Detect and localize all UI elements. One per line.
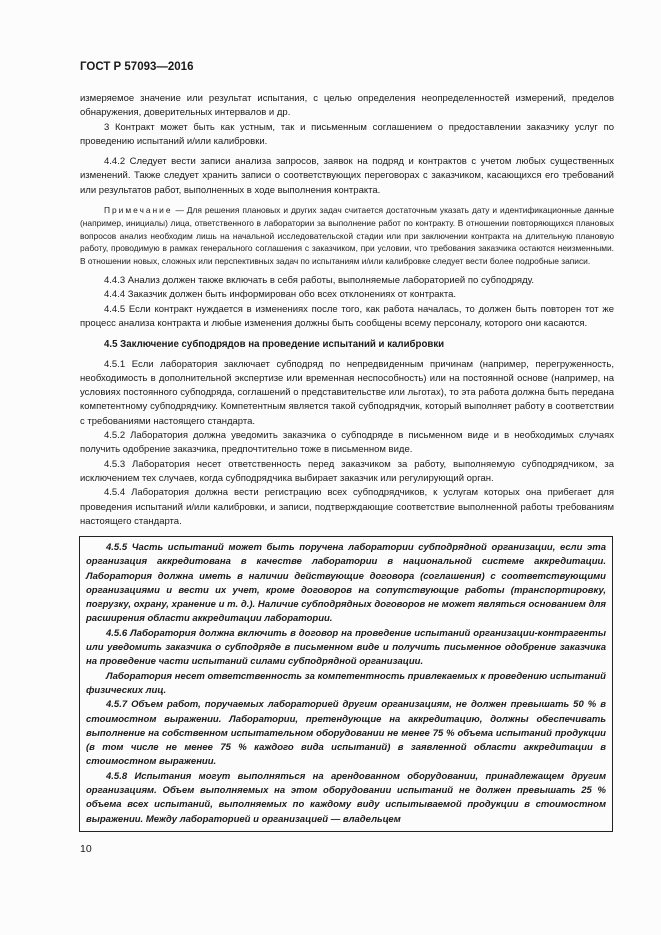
paragraph-4-4-2: 4.4.2 Следует вести записи анализа запросов, заявок на подряд и контрактов с учетом любых существенных изменений. Также следует хранить записи о соответствующих переговорах с заказчиком, касающихся его требований или результатов работ, выполненных в ходе выполнения контракта.	[80, 156, 614, 196]
note-label: Примечание	[104, 205, 173, 216]
paragraph-4-4-4: 4.4.4 Заказчик должен быть информирован обо всех отклонениях от контракта.	[104, 289, 457, 301]
paragraph-4-5-2: 4.5.2 Лаборатория должна уведомить заказчика о субподряде в письменном виде и в необходимых случаях получить одобрение заказчика, предпочтительно тоже в письменном виде.	[80, 430, 614, 456]
paragraph-4-4-5: 4.4.5 Если контракт нуждается в изменениях после того, как работа началась, то должен быть повторен тот же процесс анализа контракта и любые изменения должны быть сообщены всему персоналу, которого они касаются.	[80, 303, 614, 329]
document-header: ГОСТ Р 57093—2016	[80, 61, 194, 73]
box-paragraph-4-5-5: 4.5.5 Часть испытаний может быть поручена лаборатории субподрядной организации, если эта организация аккредитована в качестве лаборатории в национальной системе аккредитации. Лаборатория должна иметь в наличии действующие договора (соглашения) с соответствующими организациями и вести их учет, кроме договоров на сопутствующие работы (транспортировку, погрузку, охрану, хранение и т. д.). Наличие субподрядных договоров не может являться основанием для расширения области аккредитации лаборатории.	[86, 542, 606, 625]
paragraph-4-5-3: 4.5.3 Лаборатория несет ответственность перед заказчиком за работу, выполняемую субподрядчиком, за исключением тех случаев, когда субподрядчика выбирает заказчик или регулирующий орган.	[80, 458, 614, 484]
paragraph-4-5-1: 4.5.1 Если лаборатория заключает субподряд по непредвиденным причинам (например, перегруженность, необходимость в дополнительной экспертизе или временная неспособность) или на постоянной основе (например, на условиях постоянного субподряда, соглашений о представительстве или льготах), то эта работа должна быть передана компетентному субподрядчику. Компетентным является такой субподрядчик, который выполняет работу в соответствии с требованиями настоящего стандарта.	[80, 358, 614, 427]
note-text: — Для решения плановых и других задач считается достаточным указать дату и идентификационные данные (например, инициалы) лица, ответственного в лаборатории за выполнение работ по контракту. В отношении повторяющихся плановых вопросов анализ необходим лишь на начальной исследовательской стадии или при заключении контракта на длительную плановую работу, проводимую в рамках генерального соглашения с заказчиком, при условии, что требования заказчика остаются неизменными. В отношении новых, сложных или перспективных задач по испытаниям и/или калибровке следует вести более подробные записи.	[80, 205, 614, 267]
paragraph-note-3: 3 Контракт может быть как устным, так и письменным соглашением о предоставлении заказчику услуг по проведению испытаний и/или калибровки.	[80, 121, 614, 147]
note-paragraph	[80, 204, 614, 268]
page-number: 10	[80, 843, 92, 855]
box-paragraph-responsibility: Лаборатория несет ответственность за компетентность привлекаемых к проведению испытаний физических лиц.	[86, 670, 606, 696]
box-paragraph-4-5-6: 4.5.6 Лаборатория должна включить в договор на проведение испытаний организации-контрагенты или уведомить заказчика о субподряде в письменном виде и получить письменное одобрение заказчика на проведение части испытаний силами субподрядной организации.	[86, 627, 606, 668]
section-title-4-5: 4.5 Заключение субподрядов на проведение испытаний и калибровки	[104, 339, 445, 351]
paragraph-continuation: измеряемое значение или результат испытания, с целью определения неопределенностей измерений, пределов обнаружения, доверительных интервалов и др.	[80, 93, 614, 119]
paragraph-4-4-3: 4.4.3 Анализ должен также включать в себя работы, выполняемые лабораторией по субподряду.	[104, 275, 535, 287]
framed-addendum-text	[86, 541, 606, 827]
box-paragraph-4-5-8: 4.5.8 Испытания могут выполняться на арендованном оборудовании, принадлежащем другим организациям. Объем выполняемых на этом оборудовании испытаний не должен превышать 25 % объема всех испытаний, выполняемых по каждому виду испытываемой продукции в стоимостном выражении. Между лабораторией и организацией — владельцем	[86, 770, 606, 825]
box-paragraph-4-5-7: 4.5.7 Объем работ, поручаемых лабораторией другим организациям, не должен превышать 50 % в стоимостном выражении. Лаборатории, претендующие на аккредитацию, должны обеспечивать выполнение на собственном испытательном оборудовании не менее 75 % объема испытаний продукции (в том числе не менее 75 % каждого вида испытаний) в заявленной области аккредитации в стоимостном выражении.	[86, 699, 606, 768]
main-text	[80, 92, 614, 529]
paragraph-4-5-4: 4.5.4 Лаборатория должна вести регистрацию всех субподрядчиков, к услугам которых она прибегает для проведения испытаний и/или калибровки, и записи, подтверждающие соответствие выполненной работы требованиям настоящего стандарта.	[80, 487, 614, 527]
